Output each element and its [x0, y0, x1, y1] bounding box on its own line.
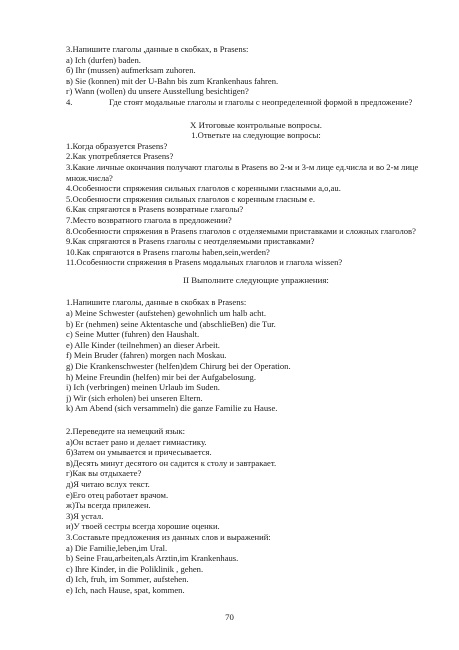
exercise-item: b) Er (nehmen) seine Aktentasche und (abschlieBen) die Tur. — [66, 318, 276, 329]
exercise-item: e) Alle Kinder (teilnehmen) an dieser Arbeit. — [66, 339, 220, 350]
section-x-heading: X Итоговые контрольные вопросы. — [190, 119, 322, 130]
control-question: 10.Как спрягаются в Prasens глаголы haben,sein,werden? — [66, 246, 270, 257]
exercise-1-title: 1.Напишите глаголы, данные в скобках в Prasens: — [66, 297, 247, 308]
exercise-item: в) Sie (konnen) mit der U-Bahn bis zum Krankenhaus fahren. — [66, 75, 279, 86]
exercise-item: б)Затем он умывается и причесывается. — [66, 447, 212, 458]
control-question: 11.Особенности спряжения в Prasens модальных глаголов и глагола wissen? — [66, 257, 343, 268]
exercise-item: б) Ihr (mussen) aufmerksam zuhoren. — [66, 65, 196, 76]
question-4-number: 4. — [66, 96, 73, 107]
exercise-item: е)Его отец работает врачом. — [66, 489, 169, 500]
exercise-3-title: 3.Составьте предложения из данных слов и выражений: — [66, 531, 271, 542]
exercise-item: a) Meine Schwester (aufstehen) gewohnlich um halb acht. — [66, 308, 266, 319]
exercise-item: c) Seine Mutter (fuhren) den Haushalt. — [66, 329, 200, 340]
exercise-item: и)У твоей сестры всегда хорошие оценки. — [66, 521, 220, 532]
exercise-item: b) Seine Frau,arbeiten,als Arztin,im Krankenhaus. — [66, 553, 239, 564]
exercise-item: ж)Ты всегда прилежен. — [66, 500, 151, 511]
exercise-item: З)Я устал. — [66, 510, 104, 521]
control-question: 7.Место возвратного глагола в предложении? — [66, 214, 232, 225]
exercise-item: в)Десять минут десятого он садится к столу и завтракает. — [66, 457, 277, 468]
exercise-item: h) Meine Freundin (helfen) mir bei der Aufgabelosung. — [66, 371, 256, 382]
exercise-item: k) Am Abend (sich versammeln) die ganze Familie zu Hause. — [66, 403, 278, 414]
section-x-subheading: 1.Ответьте на следующие вопросы: — [191, 130, 321, 141]
exercise-item: e) Ich, nach Hause, spat, kommen. — [66, 584, 185, 595]
control-question: 3.Какие личные окончания получают глаголы в Prasens во 2-м и 3-м лице ед.числа и во 2-м лице множ.числа? — [66, 161, 419, 183]
control-question: 8.Особенности спряжения в Prasens глаголов с отделяемыми приставками и сложных глаголов? — [66, 225, 416, 236]
exercise-item: f) Mein Bruder (fahren) morgen nach Moskau. — [66, 350, 227, 361]
page-number: 70 — [225, 612, 234, 622]
control-question: 2.Как употребляется Prasens? — [66, 151, 174, 162]
exercise-item: c) Ihre Kinder, in die Poliklinik , gehen. — [66, 563, 204, 574]
exercise-item: d) Ich, fruh, im Sommer, aufstehen. — [66, 574, 189, 585]
exercise-item: i) Ich (verbringen) meinen Urlaub im Suden. — [66, 382, 220, 393]
question-4-row — [66, 97, 446, 108]
question-4-text: Где стоят модальные глаголы и глаголы с неопределенной формой в предложение? — [109, 96, 413, 107]
document-page — [66, 44, 446, 596]
control-question: 9.Как спрягаются в Prasens глаголы с неотделяемыми приставками? — [66, 236, 315, 247]
section-ii-heading: II Выполните следующие упражнения: — [183, 274, 329, 285]
exercise-item: г)Как вы отдыхаете? — [66, 468, 142, 479]
exercise-item: g) Die Krankenschwester (helfen)dem Chirurg bei der Operation. — [66, 361, 291, 372]
exercise-2-title: 2.Переведите на немецкий язык: — [66, 426, 186, 436]
exercise-item: а)Он встает рано и делает гимнастику. — [66, 436, 207, 447]
exercise-item: д)Я читаю вслух текст. — [66, 478, 150, 489]
exercise-3-title: 3.Напишите глаголы ,данные в скобках, в Prasens: — [66, 44, 249, 54]
exercise-item: а) Ich (durfen) baden. — [66, 54, 141, 65]
control-question: 6.Как спрягаются в Prasens возвратные глаголы? — [66, 204, 244, 215]
control-question: 4.Особенности спряжения сильных глаголов с коренными гласными а,о,au. — [66, 183, 341, 194]
exercise-item: j) Wir (sich erholen) bei unseren Eltern. — [66, 392, 203, 403]
control-question: 1.Когда образуется Prasens? — [66, 140, 168, 151]
exercise-item: г) Wann (wollen) du unsere Ausstellung besichtigen? — [66, 86, 249, 97]
exercise-item: a) Die Familie,leben,im Ural. — [66, 542, 168, 553]
control-question: 5.Особенности спряжения сильных глаголов с коренным гласным е. — [66, 193, 315, 204]
